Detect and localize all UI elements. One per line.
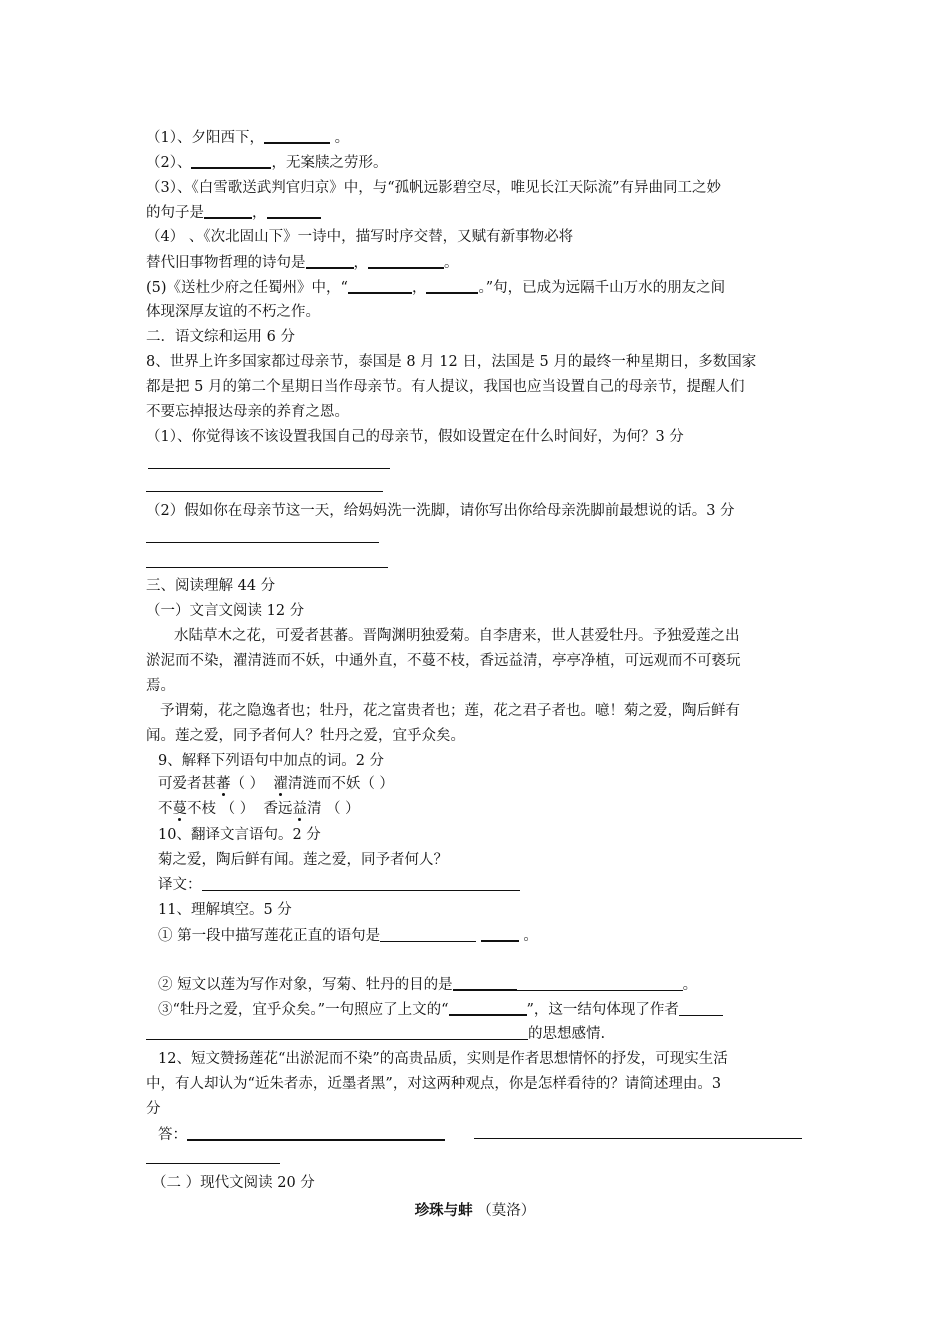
answer-blank[interactable] [517, 976, 683, 991]
q11: 11、理解填空。5 分 [158, 902, 292, 918]
answer-blank[interactable] [146, 1025, 528, 1040]
q12-line3: 分 [146, 1101, 161, 1117]
q9-items-row1: 可爱者甚蕃（ ） 濯清涟而不妖（ ） [158, 776, 394, 792]
poetry-q1: （1）、夕阳西下， 。 [146, 130, 350, 146]
answer-blank[interactable] [453, 975, 517, 991]
passage-p1-line3: 焉。 [146, 678, 175, 694]
q11-3-line2: 的思想感情. [146, 1025, 605, 1043]
q12-line1: 12、短文赞扬莲花“出淤泥而不染”的高贵品质，实则是作者思想情怀的抒发，可现实生活 [158, 1051, 728, 1067]
answer-blank[interactable] [191, 153, 271, 169]
answer-blank[interactable] [267, 203, 321, 219]
answer-blank[interactable] [306, 253, 354, 269]
poetry-q5-line2: 体现深厚友谊的不朽之作。 [146, 304, 320, 320]
q8-sub2: （2）假如你在母亲节这一天，给妈妈洗一洗脚，请你写出你给母亲洗脚前最想说的话。3 分 [146, 503, 735, 519]
answer-blank[interactable] [481, 926, 519, 942]
answer-blank[interactable] [380, 927, 476, 942]
article-title [0, 1199, 950, 1220]
q12-line2: 中，有人却认为“近朱者赤，近墨者黑”，对这两种观点，你是怎样看待的？请简述理由。3 [146, 1076, 722, 1092]
article-title-text: 珍珠与蚌 [414, 1202, 473, 1219]
answer-line[interactable] [146, 491, 383, 492]
passage-p2-line2: 闻。莲之爱，同予者何人？牡丹之爱，宜乎众矣。 [146, 728, 465, 744]
q8-line3: 不要忘掉报达母亲的养育之恩。 [146, 404, 349, 420]
section3-heading: 三、阅读理解 44 分 [146, 578, 276, 594]
dotted-char: 蕃 [216, 776, 231, 792]
q10-text: 菊之爱，陶后鲜有闻。莲之爱，同予者何人？ [158, 852, 448, 868]
passage-p2-line1: 予谓菊，花之隐逸者也；牡丹，花之富贵者也；莲，花之君子者也。噫！菊之爱，陶后鲜有 [160, 703, 740, 719]
q8-line2: 都是把 5 月的第二个星期日当作母亲节。有人提议，我国也应当设置自己的母亲节，提醒人们 [146, 379, 745, 395]
answer-blank[interactable] [187, 1125, 445, 1141]
q8-line1: 8、世界上许多国家都过母亲节，泰国是 8 月 12 日，法国是 5 月的最终一种星期日，多数国家 [146, 354, 757, 370]
answer-blank[interactable] [204, 203, 252, 219]
answer-line[interactable] [474, 1138, 802, 1139]
q9: 9、解释下列语句中加点的词。2 分 [158, 753, 385, 769]
poetry-q3-line1: （3）、《白雪歌送武判官归京》中，与“孤帆远影碧空尽，唯见长江天际流”有异曲同工之妙 [146, 180, 722, 196]
answer-blank[interactable] [449, 1000, 527, 1016]
q9-items-row2: 不蔓不枝 （ ） 香远益清 （ ） [158, 801, 360, 817]
answer-blank[interactable] [264, 128, 330, 144]
q8-sub1: （1）、你觉得该不该设置我国自己的母亲节，假如设置定在什么时间好，为何？3 分 [146, 429, 684, 445]
answer-blank[interactable] [368, 253, 444, 269]
section2-heading: 二．语文综和运用 6 分 [146, 329, 295, 345]
q11-3-line1: ③“牡丹之爱，宜乎众矣。”一句照应了上文的“ ”，这一结句体现了作者 [158, 1000, 723, 1019]
dotted-char: 益 [292, 801, 307, 817]
subsection-classical: （一）文言文阅读 12 分 [146, 603, 305, 619]
answer-line[interactable] [146, 567, 388, 568]
q10-translation: 译文： [158, 876, 520, 894]
poetry-q4-line1: （4） 、《次北固山下》一诗中，描写时序交替，又赋有新事物必将 [146, 229, 574, 245]
poetry-q2: （2）、 ，无案牍之劳形。 [146, 155, 388, 171]
q12-answer: 答： [158, 1125, 445, 1144]
q11-2: ② 短文以莲为写作对象，写菊、牡丹的目的是 。 [158, 977, 698, 993]
answer-blank[interactable] [426, 278, 478, 294]
answer-blank[interactable] [348, 278, 412, 294]
passage-p1-line1: 水陆草木之花，可爱者甚蕃。晋陶渊明独爱菊。自李唐来，世人甚爱牡丹。予独爱莲之出 [174, 628, 740, 644]
poetry-q5-line1: (5)《送杜少府之任蜀州》中，“ ， 。”句，已成为远隔千山万水的朋友之间 [146, 280, 726, 296]
answer-blank[interactable] [202, 876, 520, 891]
dotted-char: 濯 [273, 776, 288, 792]
poetry-q3-line2: 的句子是 ， [146, 203, 321, 222]
answer-line[interactable] [146, 542, 379, 543]
poetry-q4-line2: 替代旧事物哲理的诗句是 ， 。 [146, 255, 459, 271]
q10: 10、翻译文言语句。2 分 [158, 827, 321, 843]
subsection-modern: （二 ）现代文阅读 20 分 [152, 1175, 315, 1191]
q11-1: ① 第一段中描写莲花正直的语句是 。 [158, 928, 538, 944]
answer-line[interactable] [146, 1163, 280, 1164]
passage-p1-line2: 淤泥而不染，濯清涟而不妖，中通外直，不蔓不枝，香远益清，亭亭净植，可远观而不可亵玩 [146, 653, 741, 669]
answer-line[interactable] [148, 468, 390, 469]
answer-blank[interactable] [679, 1001, 723, 1016]
dotted-char: 蔓 [172, 801, 187, 817]
article-author: （莫洛） [477, 1203, 536, 1219]
